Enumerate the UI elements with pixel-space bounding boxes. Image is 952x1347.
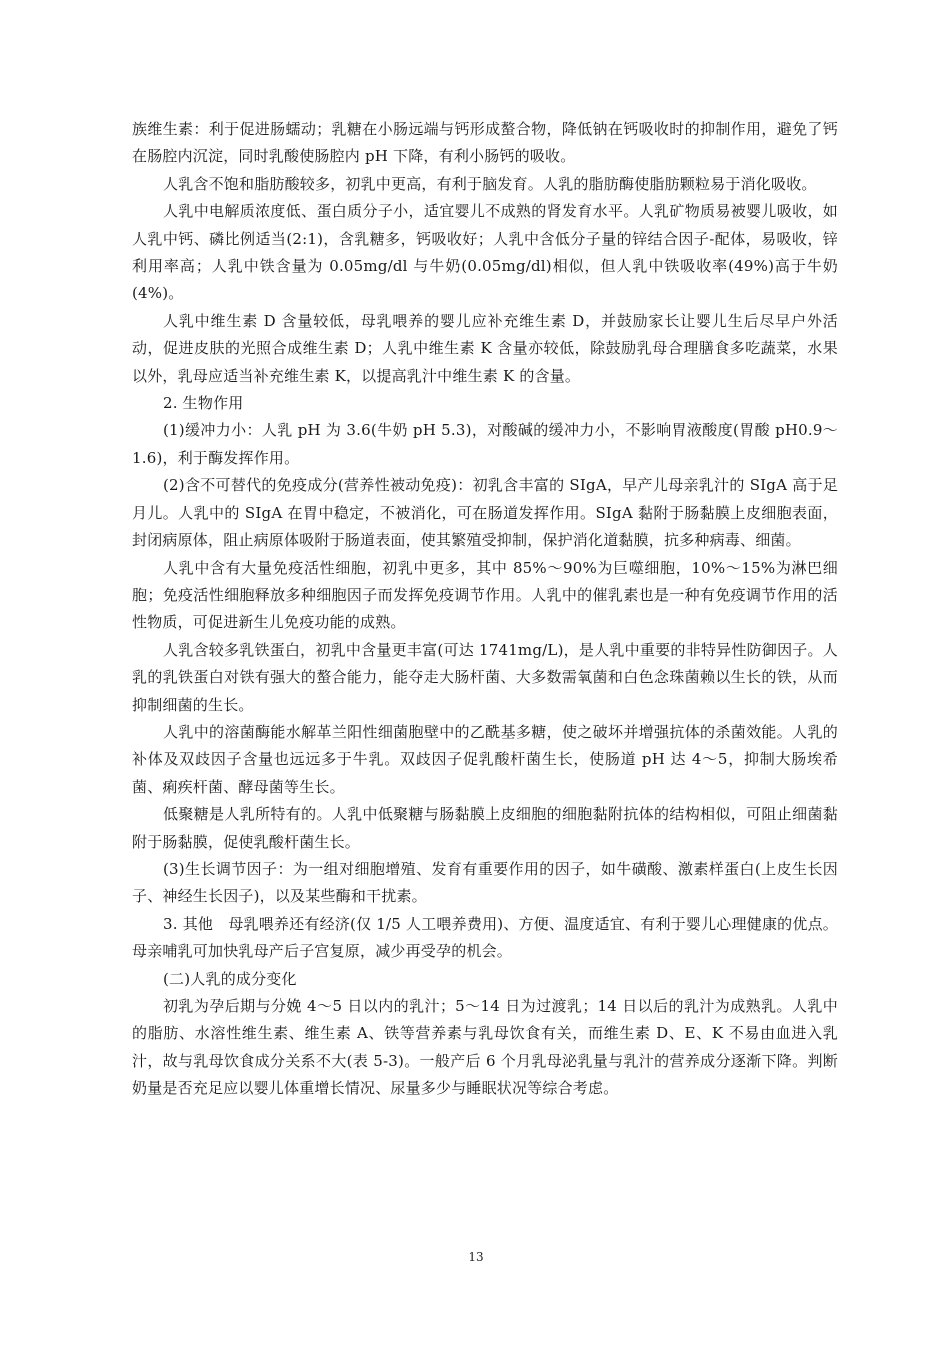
body-text (132, 116, 838, 1103)
paragraph: 人乳中的溶菌酶能水解革兰阳性细菌胞壁中的乙酰基多糖，使之破坏并增强抗体的杀菌效能。人乳的补体及双歧因子含量也远远多于牛乳。双歧因子促乳酸杆菌生长，使肠道 pH 达 4～5，抑制大肠埃希菌、痢疾杆菌、酵母菌等生长。 (132, 722, 838, 796)
paragraph: (3)生长调节因子：为一组对细胞增殖、发育有重要作用的因子，如牛磺酸、激素样蛋白(上皮生长因子、神经生长因子)，以及某些酶和干扰素。 (132, 859, 838, 906)
paragraph: 初乳为孕后期与分娩 4～5 日以内的乳汁；5～14 日为过渡乳；14 日以后的乳汁为成熟乳。人乳中的脂肪、水溶性维生素、维生素 A、铁等营养素与乳母饮食有关，而维生素 D、E、K 不易由血进入乳汁，故与乳母饮食成分关系不大(表 5-3)。一般产后 6 个月乳母泌乳量与乳汁的营养成分逐渐下降。判断奶量是否充足应以婴儿体重增长情况、尿量多少与睡眠状况等综合考虑。 (132, 997, 838, 1098)
paragraph: 人乳含较多乳铁蛋白，初乳中含量更丰富(可达 1741mg/L)，是人乳中重要的非特异性防御因子。人乳的乳铁蛋白对铁有强大的螯合能力，能夺走大肠杆菌、大多数需氧菌和白色念珠菌赖以生长的铁，从而抑制细菌的生长。 (132, 640, 838, 714)
paragraph: 人乳中电解质浓度低、蛋白质分子小，适宜婴儿不成熟的肾发育水平。人乳矿物质易被婴儿吸收，如人乳中钙、磷比例适当(2:1)，含乳糖多，钙吸收好；人乳中含低分子量的锌结合因子-配体，易吸收，锌利用率高；人乳中铁含量为 0.05mg/dl 与牛奶(0.05mg/dl)相似，但人乳中铁吸收率(49%)高于牛奶(4%)。 (132, 202, 838, 303)
paragraph: (1)缓冲力小：人乳 pH 为 3.6(牛奶 pH 5.3)，对酸碱的缓冲力小，不影响胃液酸度(胃酸 pH0.9～1.6)，利于酶发挥作用。 (132, 421, 838, 467)
paragraph: 3. 其他 母乳喂养还有经济(仅 1/5 人工喂养费用)、方便、温度适宜、有利于婴儿心理健康的优点。母亲哺乳可加快乳母产后子宫复原，减少再受孕的机会。 (132, 914, 838, 961)
page-number: 13 (468, 1250, 484, 1264)
section-heading: 2. 生物作用 (163, 394, 244, 413)
paragraph: 人乳中含有大量免疫活性细胞，初乳中更多，其中 85%～90%为巨噬细胞，10%～15%为淋巴细胞；免疫活性细胞释放多种细胞因子而发挥免疫调节作用。人乳中的催乳素也是一种有免疫调节作用的活性物质，可促进新生儿免疫功能的成熟。 (132, 558, 838, 632)
paragraph: 族维生素：利于促进肠蠕动；乳糖在小肠远端与钙形成螯合物，降低钠在钙吸收时的抑制作用，避免了钙在肠腔内沉淀，同时乳酸使肠腔内 pH 下降，有利小肠钙的吸收。 (132, 120, 838, 166)
paragraph: 低聚糖是人乳所特有的。人乳中低聚糖与肠黏膜上皮细胞的细胞黏附抗体的结构相似，可阻止细菌黏附于肠黏膜，促使乳酸杆菌生长。 (132, 805, 838, 851)
paragraph: (2)含不可替代的免疫成分(营养性被动免疫)：初乳含丰富的 SIgA，早产儿母亲乳汁的 SIgA 高于足月儿。人乳中的 SIgA 在胃中稳定，不被消化，可在肠道发挥作用。SIgA 黏附于肠黏膜上皮细胞表面，封闭病原体，阻止病原体吸附于肠道表面，使其繁殖受抑制，保护消化道黏膜，抗多种病毒、细菌。 (132, 476, 838, 550)
section-heading: (二)人乳的成分变化 (163, 969, 297, 988)
paragraph: 人乳含不饱和脂肪酸较多，初乳中更高，有利于脑发育。人乳的脂肪酶使脂肪颗粒易于消化吸收。 (163, 174, 817, 193)
paragraph: 人乳中维生素 D 含量较低，母乳喂养的婴儿应补充维生素 D，并鼓励家长让婴儿生后尽早户外活动，促进皮肤的光照合成维生素 D；人乳中维生素 K 含量亦较低，除鼓励乳母合理膳食多吃蔬菜，水果以外，乳母应适当补充维生素 K，以提高乳汁中维生素 K 的含量。 (132, 311, 838, 385)
